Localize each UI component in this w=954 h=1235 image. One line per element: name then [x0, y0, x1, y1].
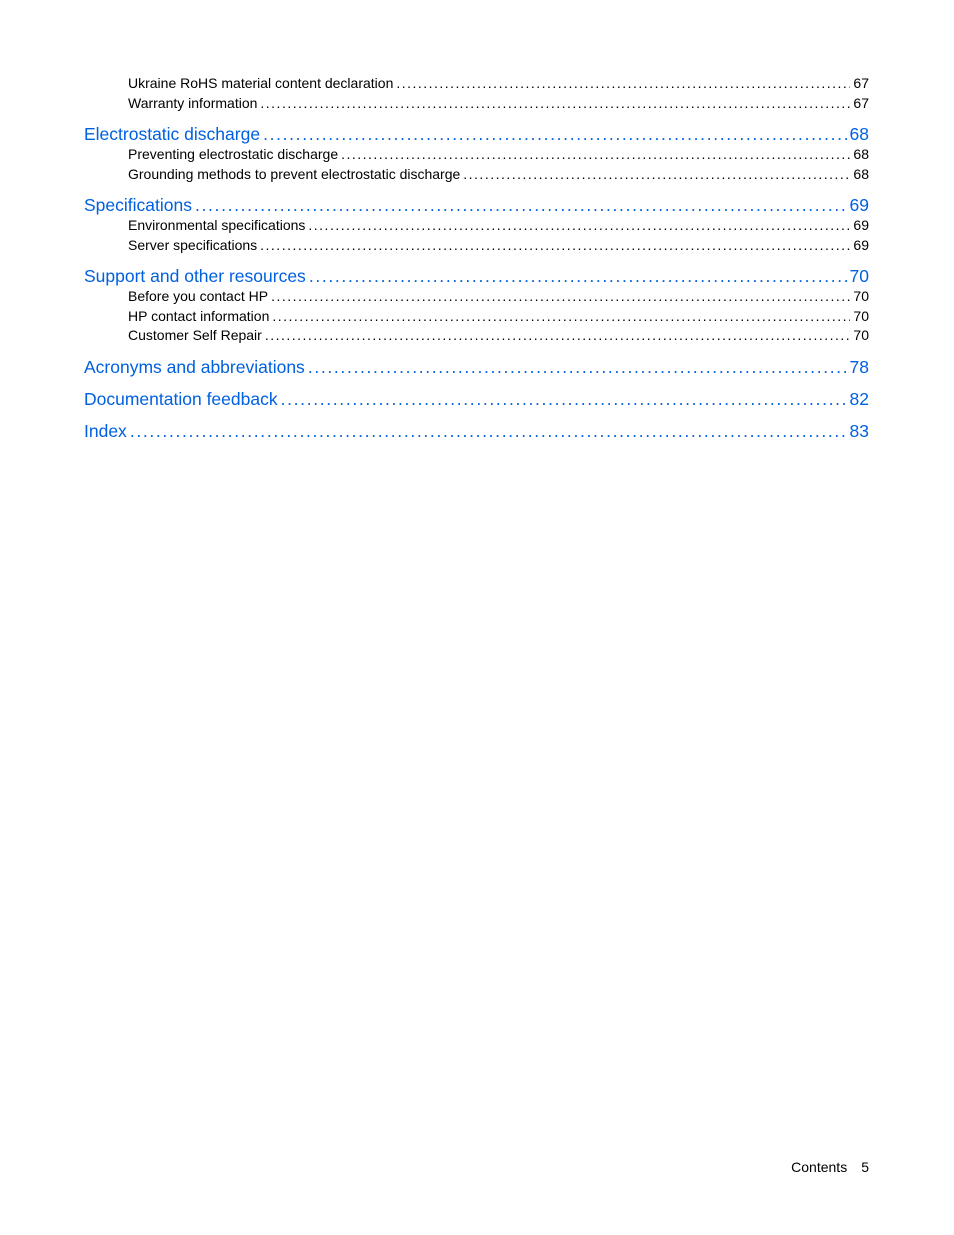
dot-leader [341, 145, 850, 165]
toc-entry-hp-contact-information[interactable] [84, 307, 869, 327]
dot-leader [195, 194, 847, 216]
toc-entry-title: Documentation feedback [84, 388, 278, 409]
dot-leader [281, 388, 847, 410]
toc-entry-title: Warranty information [128, 94, 258, 111]
toc-entry-page: 70 [853, 307, 869, 324]
toc-entry-page: 68 [849, 124, 869, 144]
toc-entry-title: Before you contact HP [128, 288, 269, 304]
toc-entry-title: Specifications [84, 195, 192, 215]
toc-entry-title: Server specifications [128, 236, 258, 253]
toc-entry-title: Electrostatic discharge [84, 124, 261, 144]
dot-leader [265, 326, 851, 346]
toc-entry-page: 70 [853, 288, 869, 304]
dot-leader [308, 216, 850, 236]
toc-entry-page: 68 [853, 146, 869, 162]
table-of-contents [84, 74, 869, 442]
dot-leader [308, 356, 847, 378]
toc-entry-title: Customer Self Repair [128, 327, 262, 343]
toc-link-acronyms-and-abbreviations[interactable] [84, 356, 869, 378]
toc-entry-title: Support and other resources [84, 266, 306, 286]
dot-leader [309, 265, 847, 287]
dot-leader [260, 236, 850, 256]
toc-entry-page: 69 [853, 217, 869, 233]
toc-link-support-and-other-resources[interactable] [84, 265, 869, 287]
dot-leader [396, 74, 850, 94]
toc-entry-preventing-esd[interactable] [84, 145, 869, 165]
toc-entry-page: 68 [853, 165, 869, 182]
dot-leader [260, 94, 850, 114]
dot-leader [263, 123, 846, 145]
dot-leader [463, 165, 850, 185]
toc-entry-title: Index [84, 420, 127, 441]
toc-entry-title: Preventing electrostatic discharge [128, 146, 339, 162]
toc-entry-page: 67 [853, 94, 869, 111]
toc-link-index[interactable] [84, 420, 869, 442]
toc-entry-page: 70 [853, 327, 869, 343]
toc-entry-server-specifications[interactable] [84, 236, 869, 256]
toc-entry-warranty-information[interactable] [84, 94, 869, 114]
footer-section-label: Contents [791, 1159, 848, 1175]
toc-link-documentation-feedback[interactable] [84, 388, 869, 410]
toc-entry-page: 67 [853, 75, 869, 91]
toc-entry-ukraine-rohs[interactable] [84, 74, 869, 94]
toc-entry-page: 83 [849, 420, 869, 441]
toc-entry-page: 70 [849, 266, 869, 286]
toc-entry-title: Acronyms and abbreviations [84, 356, 305, 377]
dot-leader [271, 287, 850, 307]
toc-entry-title: Grounding methods to prevent electrostatic discharge [128, 165, 461, 182]
toc-entry-title: Environmental specifications [128, 217, 306, 233]
toc-entry-before-you-contact-hp[interactable] [84, 287, 869, 307]
toc-entry-page: 69 [849, 195, 869, 215]
toc-entry-grounding-methods[interactable] [84, 165, 869, 185]
footer-page-number: 5 [861, 1159, 869, 1175]
dot-leader [130, 420, 847, 442]
dot-leader [272, 307, 850, 327]
toc-link-specifications[interactable] [84, 194, 869, 216]
page-footer [791, 1158, 869, 1177]
toc-entry-customer-self-repair[interactable] [84, 326, 869, 346]
toc-entry-page: 69 [853, 236, 869, 253]
toc-entry-page: 78 [849, 356, 869, 377]
toc-entry-title: HP contact information [128, 307, 270, 324]
toc-entry-environmental-specifications[interactable] [84, 216, 869, 236]
toc-link-electrostatic-discharge[interactable] [84, 123, 869, 145]
toc-entry-page: 82 [849, 388, 869, 409]
toc-entry-title: Ukraine RoHS material content declaration [128, 75, 394, 91]
